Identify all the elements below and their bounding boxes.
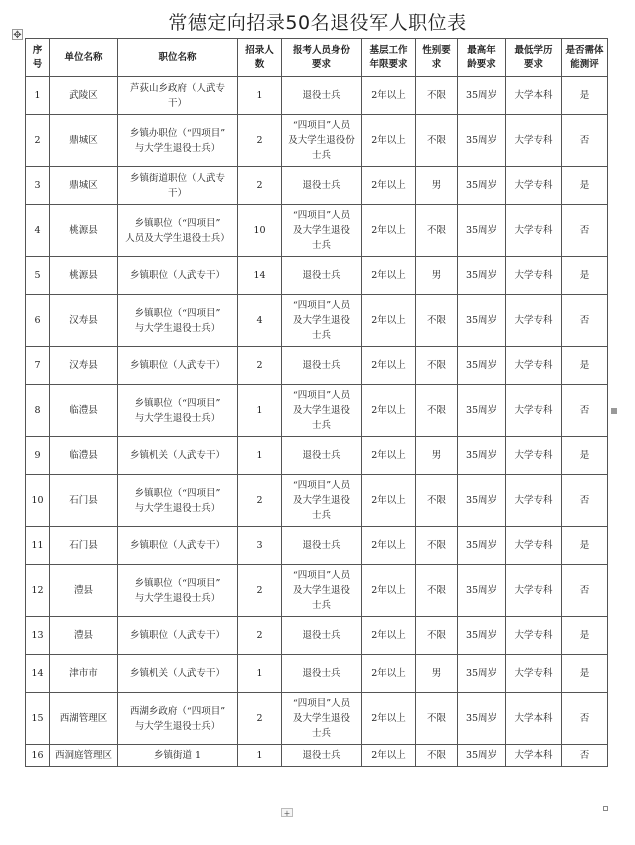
table-row xyxy=(26,167,608,205)
cell-gender: 不限 xyxy=(416,385,458,437)
header-no: 序 号 xyxy=(26,39,50,77)
cell-count: 1 xyxy=(238,385,282,437)
header-education: 最低学历 要求 xyxy=(506,39,562,77)
cell-education: 大学专科 xyxy=(506,347,562,385)
cell-position: 芦荻山乡政府（人武专 干） xyxy=(118,77,238,115)
cell-identity: “四项目”人员 及大学生退役 士兵 xyxy=(282,693,362,745)
header-position: 职位名称 xyxy=(118,39,238,77)
cell-identity: “四项目”人员 及大学生退役 士兵 xyxy=(282,475,362,527)
cell-years: 2年以上 xyxy=(362,745,416,767)
cell-identity: 退役士兵 xyxy=(282,655,362,693)
cell-years: 2年以上 xyxy=(362,655,416,693)
table-row xyxy=(26,385,608,437)
cell-education: 大学专科 xyxy=(506,565,562,617)
table-row xyxy=(26,295,608,347)
cell-education: 大学专科 xyxy=(506,295,562,347)
cell-years: 2年以上 xyxy=(362,617,416,655)
margin-marker xyxy=(611,408,617,414)
header-years: 基层工作 年限要求 xyxy=(362,39,416,77)
cell-count: 2 xyxy=(238,167,282,205)
cell-no: 13 xyxy=(26,617,50,655)
cell-identity: 退役士兵 xyxy=(282,617,362,655)
cell-unit: 鼎城区 xyxy=(50,115,118,167)
cell-count: 1 xyxy=(238,745,282,767)
cell-position: 乡镇职位（人武专干） xyxy=(118,347,238,385)
cell-gender: 不限 xyxy=(416,205,458,257)
cell-count: 3 xyxy=(238,527,282,565)
cell-identity: 退役士兵 xyxy=(282,527,362,565)
cell-fitness: 否 xyxy=(562,385,608,437)
cell-years: 2年以上 xyxy=(362,115,416,167)
cell-education: 大学专科 xyxy=(506,385,562,437)
cell-no: 7 xyxy=(26,347,50,385)
cell-position: 乡镇办职位（“四项目” 与大学生退役士兵） xyxy=(118,115,238,167)
cell-age: 35周岁 xyxy=(458,745,506,767)
cell-gender: 男 xyxy=(416,655,458,693)
cell-age: 35周岁 xyxy=(458,115,506,167)
cell-years: 2年以上 xyxy=(362,77,416,115)
cell-fitness: 否 xyxy=(562,745,608,767)
cell-position: 乡镇职位（“四项目” 人员及大学生退役士兵） xyxy=(118,205,238,257)
cell-unit: 津市市 xyxy=(50,655,118,693)
cell-education: 大学本科 xyxy=(506,745,562,767)
table-header xyxy=(26,39,608,77)
cell-unit: 临澧县 xyxy=(50,437,118,475)
cell-unit: 武陵区 xyxy=(50,77,118,115)
cell-identity: “四项目”人员 及大学生退役 士兵 xyxy=(282,385,362,437)
cell-gender: 不限 xyxy=(416,475,458,527)
cell-position: 乡镇机关（人武专干） xyxy=(118,437,238,475)
cell-years: 2年以上 xyxy=(362,167,416,205)
cell-unit: 汉寿县 xyxy=(50,295,118,347)
cell-position: 乡镇职位（“四项目” 与大学生退役士兵） xyxy=(118,385,238,437)
cell-no: 11 xyxy=(26,527,50,565)
cell-fitness: 否 xyxy=(562,115,608,167)
cell-count: 1 xyxy=(238,77,282,115)
cell-gender: 不限 xyxy=(416,617,458,655)
cell-fitness: 是 xyxy=(562,77,608,115)
cell-no: 9 xyxy=(26,437,50,475)
cell-fitness: 是 xyxy=(562,257,608,295)
cell-education: 大学专科 xyxy=(506,527,562,565)
cell-age: 35周岁 xyxy=(458,295,506,347)
header-row xyxy=(26,39,608,77)
cell-fitness: 否 xyxy=(562,295,608,347)
cell-position: 乡镇职位（人武专干） xyxy=(118,257,238,295)
table-row xyxy=(26,347,608,385)
header-fitness: 是否需体 能测评 xyxy=(562,39,608,77)
cell-count: 14 xyxy=(238,257,282,295)
cell-gender: 不限 xyxy=(416,77,458,115)
cell-identity: “四项目”人员 及大学生退役 士兵 xyxy=(282,295,362,347)
cell-fitness: 否 xyxy=(562,205,608,257)
cell-count: 2 xyxy=(238,475,282,527)
header-identity: 报考人员身份 要求 xyxy=(282,39,362,77)
cell-fitness: 是 xyxy=(562,527,608,565)
table-body xyxy=(26,77,608,767)
cell-fitness: 否 xyxy=(562,565,608,617)
table-row xyxy=(26,437,608,475)
cell-unit: 汉寿县 xyxy=(50,347,118,385)
cell-position: 乡镇职位（“四项目” 与大学生退役士兵） xyxy=(118,295,238,347)
cell-years: 2年以上 xyxy=(362,295,416,347)
cell-no: 4 xyxy=(26,205,50,257)
cell-no: 8 xyxy=(26,385,50,437)
cell-gender: 不限 xyxy=(416,347,458,385)
cell-no: 6 xyxy=(26,295,50,347)
cell-education: 大学专科 xyxy=(506,167,562,205)
cell-unit: 澧县 xyxy=(50,565,118,617)
table-row xyxy=(26,257,608,295)
cell-gender: 不限 xyxy=(416,527,458,565)
cell-count: 4 xyxy=(238,295,282,347)
table-row xyxy=(26,115,608,167)
cell-age: 35周岁 xyxy=(458,693,506,745)
cell-years: 2年以上 xyxy=(362,385,416,437)
cell-unit: 西洞庭管理区 xyxy=(50,745,118,767)
cell-years: 2年以上 xyxy=(362,205,416,257)
cell-position: 乡镇职位（人武专干） xyxy=(118,527,238,565)
header-count: 招录人 数 xyxy=(238,39,282,77)
cell-no: 1 xyxy=(26,77,50,115)
cell-identity: 退役士兵 xyxy=(282,167,362,205)
cell-identity: “四项目”人员 及大学生退役 士兵 xyxy=(282,205,362,257)
cell-count: 2 xyxy=(238,565,282,617)
cell-years: 2年以上 xyxy=(362,475,416,527)
cell-education: 大学专科 xyxy=(506,617,562,655)
positions-table xyxy=(25,38,608,767)
cell-count: 10 xyxy=(238,205,282,257)
cell-count: 1 xyxy=(238,437,282,475)
cell-age: 35周岁 xyxy=(458,617,506,655)
cell-education: 大学专科 xyxy=(506,115,562,167)
cell-education: 大学本科 xyxy=(506,693,562,745)
cell-position: 乡镇职位（人武专干） xyxy=(118,617,238,655)
cell-no: 15 xyxy=(26,693,50,745)
table-row xyxy=(26,617,608,655)
cell-identity: 退役士兵 xyxy=(282,437,362,475)
table-resize-handle[interactable] xyxy=(603,806,608,811)
cell-age: 35周岁 xyxy=(458,257,506,295)
table-row xyxy=(26,205,608,257)
cell-fitness: 否 xyxy=(562,693,608,745)
cell-years: 2年以上 xyxy=(362,257,416,295)
cell-fitness: 是 xyxy=(562,347,608,385)
cell-identity: 退役士兵 xyxy=(282,257,362,295)
table-row xyxy=(26,77,608,115)
cell-no: 5 xyxy=(26,257,50,295)
cell-identity: “四项目”人员 及大学生退役 士兵 xyxy=(282,565,362,617)
cell-gender: 男 xyxy=(416,257,458,295)
cell-count: 2 xyxy=(238,115,282,167)
cell-age: 35周岁 xyxy=(458,205,506,257)
cell-age: 35周岁 xyxy=(458,655,506,693)
cell-education: 大学专科 xyxy=(506,205,562,257)
cell-no: 2 xyxy=(26,115,50,167)
table-row xyxy=(26,527,608,565)
cell-count: 2 xyxy=(238,347,282,385)
cell-no: 10 xyxy=(26,475,50,527)
cell-fitness: 是 xyxy=(562,655,608,693)
cell-age: 35周岁 xyxy=(458,167,506,205)
cell-gender: 不限 xyxy=(416,693,458,745)
cell-fitness: 否 xyxy=(562,475,608,527)
cell-count: 2 xyxy=(238,693,282,745)
table-row xyxy=(26,475,608,527)
cell-gender: 男 xyxy=(416,437,458,475)
cell-position: 乡镇职位（“四项目” 与大学生退役士兵） xyxy=(118,475,238,527)
cell-education: 大学本科 xyxy=(506,77,562,115)
cell-count: 1 xyxy=(238,655,282,693)
header-unit: 单位名称 xyxy=(50,39,118,77)
cell-gender: 男 xyxy=(416,167,458,205)
cell-identity: 退役士兵 xyxy=(282,77,362,115)
cell-gender: 不限 xyxy=(416,565,458,617)
table-row xyxy=(26,565,608,617)
cell-unit: 桃源县 xyxy=(50,205,118,257)
cell-years: 2年以上 xyxy=(362,347,416,385)
cell-years: 2年以上 xyxy=(362,693,416,745)
cell-education: 大学专科 xyxy=(506,437,562,475)
cell-position: 乡镇街道 1 xyxy=(118,745,238,767)
cell-years: 2年以上 xyxy=(362,527,416,565)
cell-education: 大学专科 xyxy=(506,655,562,693)
cell-fitness: 是 xyxy=(562,167,608,205)
cell-age: 35周岁 xyxy=(458,385,506,437)
cell-no: 14 xyxy=(26,655,50,693)
cell-position: 西湖乡政府（“四项目” 与大学生退役士兵） xyxy=(118,693,238,745)
cell-unit: 西湖管理区 xyxy=(50,693,118,745)
cell-age: 35周岁 xyxy=(458,77,506,115)
cell-unit: 桃源县 xyxy=(50,257,118,295)
cell-count: 2 xyxy=(238,617,282,655)
cell-gender: 不限 xyxy=(416,745,458,767)
cell-position: 乡镇机关（人武专干） xyxy=(118,655,238,693)
cell-no: 3 xyxy=(26,167,50,205)
cell-position: 乡镇职位（“四项目” 与大学生退役士兵） xyxy=(118,565,238,617)
cell-unit: 石门县 xyxy=(50,527,118,565)
table-move-handle-icon[interactable]: ✥ xyxy=(13,30,22,41)
cell-age: 35周岁 xyxy=(458,565,506,617)
cell-no: 16 xyxy=(26,745,50,767)
cell-fitness: 是 xyxy=(562,617,608,655)
cell-unit: 临澧县 xyxy=(50,385,118,437)
cell-unit: 澧县 xyxy=(50,617,118,655)
table-row xyxy=(26,655,608,693)
header-gender: 性别要 求 xyxy=(416,39,458,77)
page-title: 常德定向招录50名退役军人职位表 xyxy=(168,12,467,34)
cell-gender: 不限 xyxy=(416,295,458,347)
cell-age: 35周岁 xyxy=(458,527,506,565)
table-row xyxy=(26,745,608,767)
cell-no: 12 xyxy=(26,565,50,617)
cell-identity: 退役士兵 xyxy=(282,745,362,767)
cell-age: 35周岁 xyxy=(458,347,506,385)
cell-education: 大学专科 xyxy=(506,257,562,295)
cell-age: 35周岁 xyxy=(458,437,506,475)
cell-identity: “四项目”人员 及大学生退役份 士兵 xyxy=(282,115,362,167)
add-row-plus-icon[interactable]: + xyxy=(281,808,293,817)
cell-age: 35周岁 xyxy=(458,475,506,527)
cell-gender: 不限 xyxy=(416,115,458,167)
cell-position: 乡镇街道职位（人武专 干） xyxy=(118,167,238,205)
table-row xyxy=(26,693,608,745)
cell-education: 大学专科 xyxy=(506,475,562,527)
cell-years: 2年以上 xyxy=(362,565,416,617)
cell-fitness: 是 xyxy=(562,437,608,475)
header-age: 最高年 龄要求 xyxy=(458,39,506,77)
cell-unit: 石门县 xyxy=(50,475,118,527)
cell-years: 2年以上 xyxy=(362,437,416,475)
cell-identity: 退役士兵 xyxy=(282,347,362,385)
cell-unit: 鼎城区 xyxy=(50,167,118,205)
